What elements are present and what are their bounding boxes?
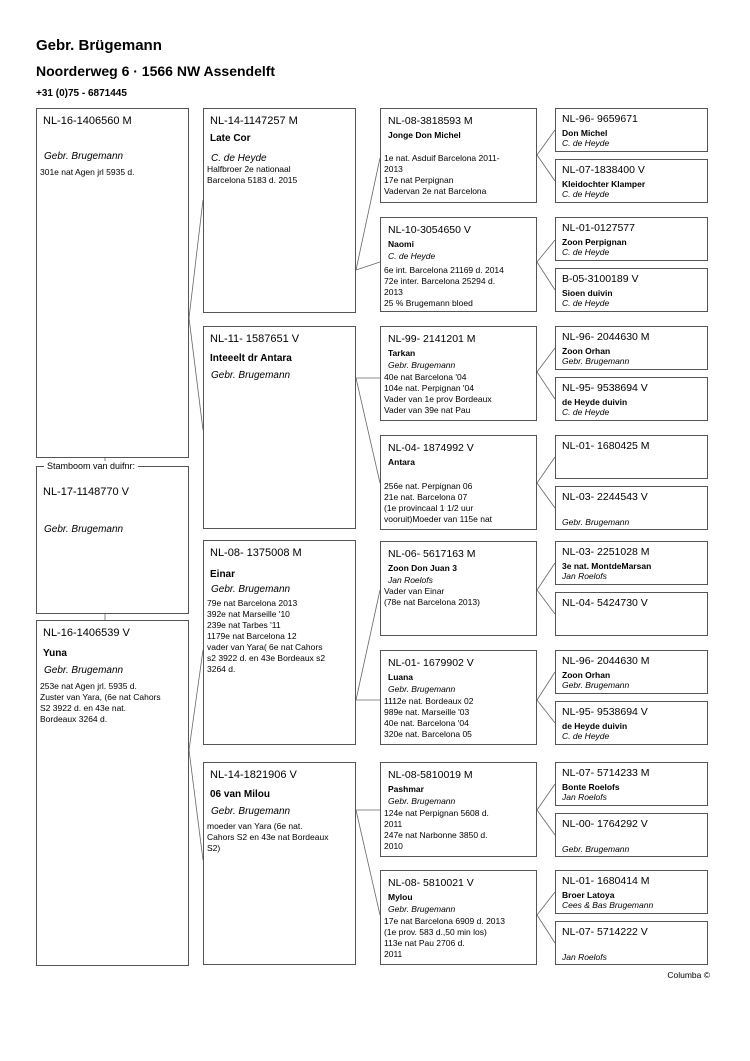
footer-credit: Columba ©: [667, 970, 710, 980]
info-line: Cahors S2 en 43e nat Bordeaux: [207, 832, 329, 843]
grandparent-info: [207, 598, 353, 675]
connector-line: [537, 240, 555, 262]
great-grandparent-info: [384, 696, 534, 740]
info-line: 25 % Brugemann bloed: [384, 298, 473, 309]
info-line: Vader van 39e nat Pau: [384, 405, 471, 416]
great-grandparent-card: [380, 108, 537, 203]
info-line: Halfbroer 2e nationaal: [207, 164, 291, 174]
great-grandparent-info: [384, 481, 534, 525]
info-line: S2 3922 d. en 43e nat.: [40, 703, 127, 714]
great-grandparent-card: [380, 435, 537, 530]
breeder-phone: +31 (0)75 - 6871445: [36, 88, 127, 99]
info-line: S2): [207, 843, 221, 854]
father-card: [36, 108, 189, 458]
grandparent-name: Inteeelt dr Antara: [210, 353, 292, 364]
subject-ring-number: NL-17-1148770 V: [43, 486, 130, 498]
great-great-grandparent-ring-number: NL-95- 9538694 V: [562, 706, 648, 718]
great-grandparent-name: Luana: [388, 672, 414, 682]
great-great-grandparent-name: Kleidochter Klamper: [562, 179, 646, 189]
great-great-grandparent-name: de Heyde duivin: [562, 721, 628, 731]
info-line: 40e nat. Barcelona '04: [384, 718, 469, 729]
great-great-grandparent-breeder: Gebr. Brugemann: [562, 844, 630, 854]
info-line: 256e nat. Perpignan 06: [384, 481, 473, 491]
great-grandparent-name: Naomi: [388, 239, 414, 249]
great-great-grandparent-breeder: Gebr. Brugemann: [562, 356, 630, 366]
great-great-grandparent-name: 3e nat. MontdeMarsan: [562, 561, 652, 571]
connector-line: [537, 130, 555, 155]
mother-breeder: Gebr. Brugemann: [44, 665, 124, 676]
great-grandparent-ring-number: NL-04- 1874992 V: [388, 442, 474, 454]
great-great-grandparent-name: Zoon Orhan: [562, 346, 611, 356]
great-great-grandparent-card: [555, 762, 708, 806]
great-grandparent-name: Mylou: [388, 892, 413, 902]
connector-line: [537, 563, 555, 590]
info-line: 113e nat Pau 2706 d.: [384, 938, 465, 949]
great-grandparent-breeder: Gebr. Brugemann: [388, 796, 456, 806]
great-great-grandparent-card: [555, 217, 708, 261]
grandparent-card: [203, 326, 356, 529]
info-line: 392e nat Marseille '10: [207, 609, 290, 620]
info-line: 247e nat Narbonne 3850 d.: [384, 830, 488, 841]
grandparent-card: [203, 540, 356, 745]
info-line: 1112e nat. Bordeaux 02: [384, 696, 474, 706]
great-grandparent-breeder: Gebr. Brugemann: [388, 360, 456, 370]
connector-line: [356, 590, 380, 700]
info-line: 3264 d.: [207, 664, 236, 675]
great-grandparent-info: [384, 153, 534, 197]
connector-line: [537, 672, 555, 700]
great-great-grandparent-ring-number: NL-01-0127577: [562, 222, 635, 234]
great-great-grandparent-breeder: C. de Heyde: [562, 247, 610, 257]
great-great-grandparent-breeder: Cees & Bas Brugemann: [562, 900, 654, 910]
info-line: (1e provincaal 1 1/2 uur: [384, 503, 474, 514]
mother-ring-number: NL-16-1406539 V: [43, 627, 130, 639]
info-line: vader van Yara( 6e nat Cahors: [207, 642, 323, 653]
great-grandparent-ring-number: NL-08- 5810021 V: [388, 877, 474, 889]
great-great-grandparent-ring-number: NL-00- 1764292 V: [562, 818, 648, 830]
great-grandparent-card: [380, 650, 537, 745]
great-grandparent-ring-number: NL-99- 2141201 M: [388, 333, 476, 345]
great-great-grandparent-breeder: C. de Heyde: [562, 731, 610, 741]
info-line: vooruit)Moeder van 115e nat: [384, 514, 493, 525]
grandparent-breeder: C. de Heyde: [211, 153, 267, 164]
info-line: s2 3922 d. en 43e Bordeaux s2: [207, 653, 326, 664]
connector-line: [537, 784, 555, 810]
grandparent-card: [203, 762, 356, 965]
great-grandparent-info: [384, 916, 534, 960]
grandparent-ring-number: NL-14-1147257 M: [210, 115, 298, 127]
father-breeder: Gebr. Brugemann: [44, 151, 124, 162]
connector-line: [537, 892, 555, 915]
connector-line: [189, 750, 203, 860]
grandparent-name: 06 van Milou: [210, 789, 271, 800]
info-line: 2013: [384, 164, 403, 175]
great-grandparent-info: [384, 586, 534, 608]
connector-line: [537, 348, 555, 372]
info-line: Vadervan 2e nat Barcelona: [384, 186, 487, 197]
connector-line: [189, 650, 203, 750]
connector-line: [537, 700, 555, 723]
connector-line: [356, 262, 380, 270]
grandparent-ring-number: NL-08- 1375008 M: [210, 547, 302, 559]
great-grandparent-name: Jonge Don Michel: [388, 130, 461, 140]
great-grandparent-breeder: Jan Roelofs: [388, 575, 433, 585]
info-line: 72e inter. Barcelona 25294 d.: [384, 276, 496, 287]
great-great-grandparent-breeder: C. de Heyde: [562, 138, 610, 148]
info-line: 2011: [384, 949, 403, 960]
connector-line: [537, 457, 555, 483]
grandparent-ring-number: NL-14-1821906 V: [210, 769, 297, 781]
info-line: moeder van Yara (6e nat.: [207, 821, 303, 831]
great-great-grandparent-card: [555, 486, 708, 530]
great-grandparent-ring-number: NL-10-3054650 V: [388, 224, 471, 236]
great-great-grandparent-card: [555, 377, 708, 421]
great-great-grandparent-ring-number: NL-03- 2244543 V: [562, 491, 648, 503]
great-great-grandparent-ring-number: B-05-3100189 V: [562, 273, 639, 285]
great-grandparent-breeder: Gebr. Brugemann: [388, 684, 456, 694]
info-line: 2013: [384, 287, 403, 298]
great-great-grandparent-ring-number: NL-03- 2251028 M: [562, 546, 650, 558]
breeder-address: Noorderweg 6 · 1566 NW Assendelft: [36, 63, 276, 79]
info-line: 1179e nat Barcelona 12: [207, 631, 297, 642]
great-great-grandparent-card: [555, 541, 708, 585]
info-line: Zuster van Yara, (6e nat Cahors: [40, 692, 161, 703]
father-info: [40, 167, 186, 178]
info-line: Barcelona 5183 d. 2015: [207, 175, 298, 186]
great-grandparent-info: [384, 265, 534, 309]
subject-card: [36, 466, 189, 614]
great-great-grandparent-breeder: C. de Heyde: [562, 298, 610, 308]
grandparent-breeder: Gebr. Brugemann: [211, 370, 291, 381]
connector-line: [537, 262, 555, 290]
great-great-grandparent-breeder: Gebr. Brugemann: [562, 517, 630, 527]
great-great-grandparent-breeder: Jan Roelofs: [562, 792, 607, 802]
great-great-grandparent-ring-number: NL-07- 5714233 M: [562, 767, 650, 779]
grandparent-name: Einar: [210, 569, 236, 580]
great-great-grandparent-card: [555, 326, 708, 370]
great-great-grandparent-ring-number: NL-96- 9659671: [562, 113, 638, 125]
great-great-grandparent-name: Broer Latoya: [562, 890, 615, 900]
connector-line: [189, 318, 203, 430]
great-great-grandparent-card: [555, 921, 708, 965]
great-great-grandparent-card: [555, 813, 708, 857]
great-grandparent-info: [384, 372, 534, 416]
great-grandparent-name: Tarkan: [388, 348, 416, 358]
great-great-grandparent-name: Sioen duivin: [562, 288, 613, 298]
connector-line: [537, 915, 555, 943]
great-grandparent-breeder: Gebr. Brugemann: [388, 904, 456, 914]
info-line: 253e nat Agen jrl. 5935 d.: [40, 681, 137, 691]
great-great-grandparent-ring-number: NL-07- 5714222 V: [562, 926, 648, 938]
great-great-grandparent-breeder: Jan Roelofs: [562, 952, 607, 962]
info-line: 2011: [384, 819, 403, 830]
info-line: 989e nat. Marseille '03: [384, 707, 470, 718]
great-grandparent-card: [380, 326, 537, 421]
great-grandparent-card: [380, 762, 537, 857]
mother-info: [40, 681, 186, 725]
grandparent-breeder: Gebr. Brugemann: [211, 584, 291, 595]
mother-card: [36, 620, 189, 966]
great-great-grandparent-ring-number: NL-01- 1680425 M: [562, 440, 650, 452]
great-grandparent-card: [380, 541, 537, 636]
great-great-grandparent-name: Zoon Orhan: [562, 670, 611, 680]
info-line: Bordeaux 3264 d.: [40, 714, 108, 725]
great-great-grandparent-ring-number: NL-96- 2044630 M: [562, 331, 650, 343]
info-line: (78e nat Barcelona 2013): [384, 597, 480, 608]
great-great-grandparent-card: [555, 159, 708, 203]
grandparent-ring-number: NL-11- 1587651 V: [210, 333, 300, 345]
great-great-grandparent-ring-number: NL-96- 2044630 M: [562, 655, 650, 667]
connector-line: [189, 200, 203, 318]
great-great-grandparent-name: Don Michel: [562, 128, 608, 138]
mother-name: Yuna: [43, 648, 67, 659]
info-line: 79e nat Barcelona 2013: [207, 598, 298, 608]
info-line: (1e prov. 583 d.,50 min los): [384, 927, 487, 938]
great-great-grandparent-ring-number: NL-01- 1680414 M: [562, 875, 650, 887]
great-great-grandparent-name: de Heyde duivin: [562, 397, 628, 407]
great-great-grandparent-ring-number: NL-04- 5424730 V: [562, 597, 648, 609]
subject-breeder: Gebr. Brugemann: [44, 524, 124, 535]
great-great-grandparent-card: [555, 268, 708, 312]
info-line: 124e nat Perpignan 5608 d.: [384, 808, 489, 818]
great-great-grandparent-breeder: C. de Heyde: [562, 189, 610, 199]
great-great-grandparent-card: [555, 435, 708, 479]
info-line: Vader van 1e prov Bordeaux: [384, 394, 492, 405]
great-grandparent-ring-number: NL-01- 1679902 V: [388, 657, 474, 669]
great-great-grandparent-ring-number: NL-07-1838400 V: [562, 164, 645, 176]
grandparent-info: [207, 164, 353, 186]
breeder-name: Gebr. Brügemann: [36, 37, 162, 54]
info-line: 40e nat Barcelona '04: [384, 372, 467, 382]
connector-line: [356, 158, 380, 270]
great-grandparent-name: Pashmar: [388, 784, 424, 794]
great-grandparent-breeder: C. de Heyde: [388, 251, 436, 261]
great-great-grandparent-ring-number: NL-95- 9538694 V: [562, 382, 648, 394]
grandparent-info: [207, 821, 353, 854]
great-great-grandparent-card: [555, 870, 708, 914]
great-grandparent-ring-number: NL-08-3818593 M: [388, 115, 473, 127]
connector-line: [537, 155, 555, 181]
great-grandparent-card: [380, 870, 537, 965]
great-grandparent-info: [384, 808, 534, 852]
subject-label: Stamboom van duifnr:: [44, 461, 138, 471]
info-line: Vader van Einar: [384, 586, 445, 596]
info-line: 239e nat Tarbes '11: [207, 620, 281, 631]
great-great-grandparent-card: [555, 592, 708, 636]
connector-line: [537, 483, 555, 508]
connector-line: [537, 372, 555, 399]
great-great-grandparent-breeder: C. de Heyde: [562, 407, 610, 417]
grandparent-name: Late Cor: [210, 133, 251, 144]
great-great-grandparent-card: [555, 650, 708, 694]
father-ring-number: NL-16-1406560 M: [43, 115, 132, 127]
info-line: 301e nat Agen jrl 5935 d.: [40, 167, 135, 177]
great-great-grandparent-name: Zoon Perpignan: [562, 237, 627, 247]
info-line: 17e nat Perpignan: [384, 175, 454, 186]
great-grandparent-card: [380, 217, 537, 312]
info-line: 17e nat Barcelona 6909 d. 2013: [384, 916, 505, 926]
great-great-grandparent-card: [555, 701, 708, 745]
great-great-grandparent-card: [555, 108, 708, 152]
info-line: 320e nat. Barcelona 05: [384, 729, 472, 740]
connector-line: [356, 810, 380, 915]
connector-line: [537, 590, 555, 614]
great-great-grandparent-breeder: Jan Roelofs: [562, 571, 607, 581]
grandparent-breeder: Gebr. Brugemann: [211, 806, 291, 817]
great-great-grandparent-breeder: Gebr. Brugemann: [562, 680, 630, 690]
info-line: 1e nat. Asduif Barcelona 2011-: [384, 153, 500, 163]
info-line: 2010: [384, 841, 403, 852]
connector-line: [356, 378, 380, 483]
great-great-grandparent-name: Bonte Roelofs: [562, 782, 620, 792]
info-line: 6e int. Barcelona 21169 d. 2014: [384, 265, 504, 275]
great-grandparent-name: Zoon Don Juan 3: [388, 563, 457, 573]
info-line: 21e nat. Barcelona 07: [384, 492, 468, 503]
info-line: 104e nat. Perpignan '04: [384, 383, 475, 394]
great-grandparent-ring-number: NL-08-5810019 M: [388, 769, 473, 781]
grandparent-card: [203, 108, 356, 313]
connector-line: [537, 810, 555, 835]
great-grandparent-name: Antara: [388, 457, 415, 467]
great-grandparent-ring-number: NL-06- 5617163 M: [388, 548, 476, 560]
